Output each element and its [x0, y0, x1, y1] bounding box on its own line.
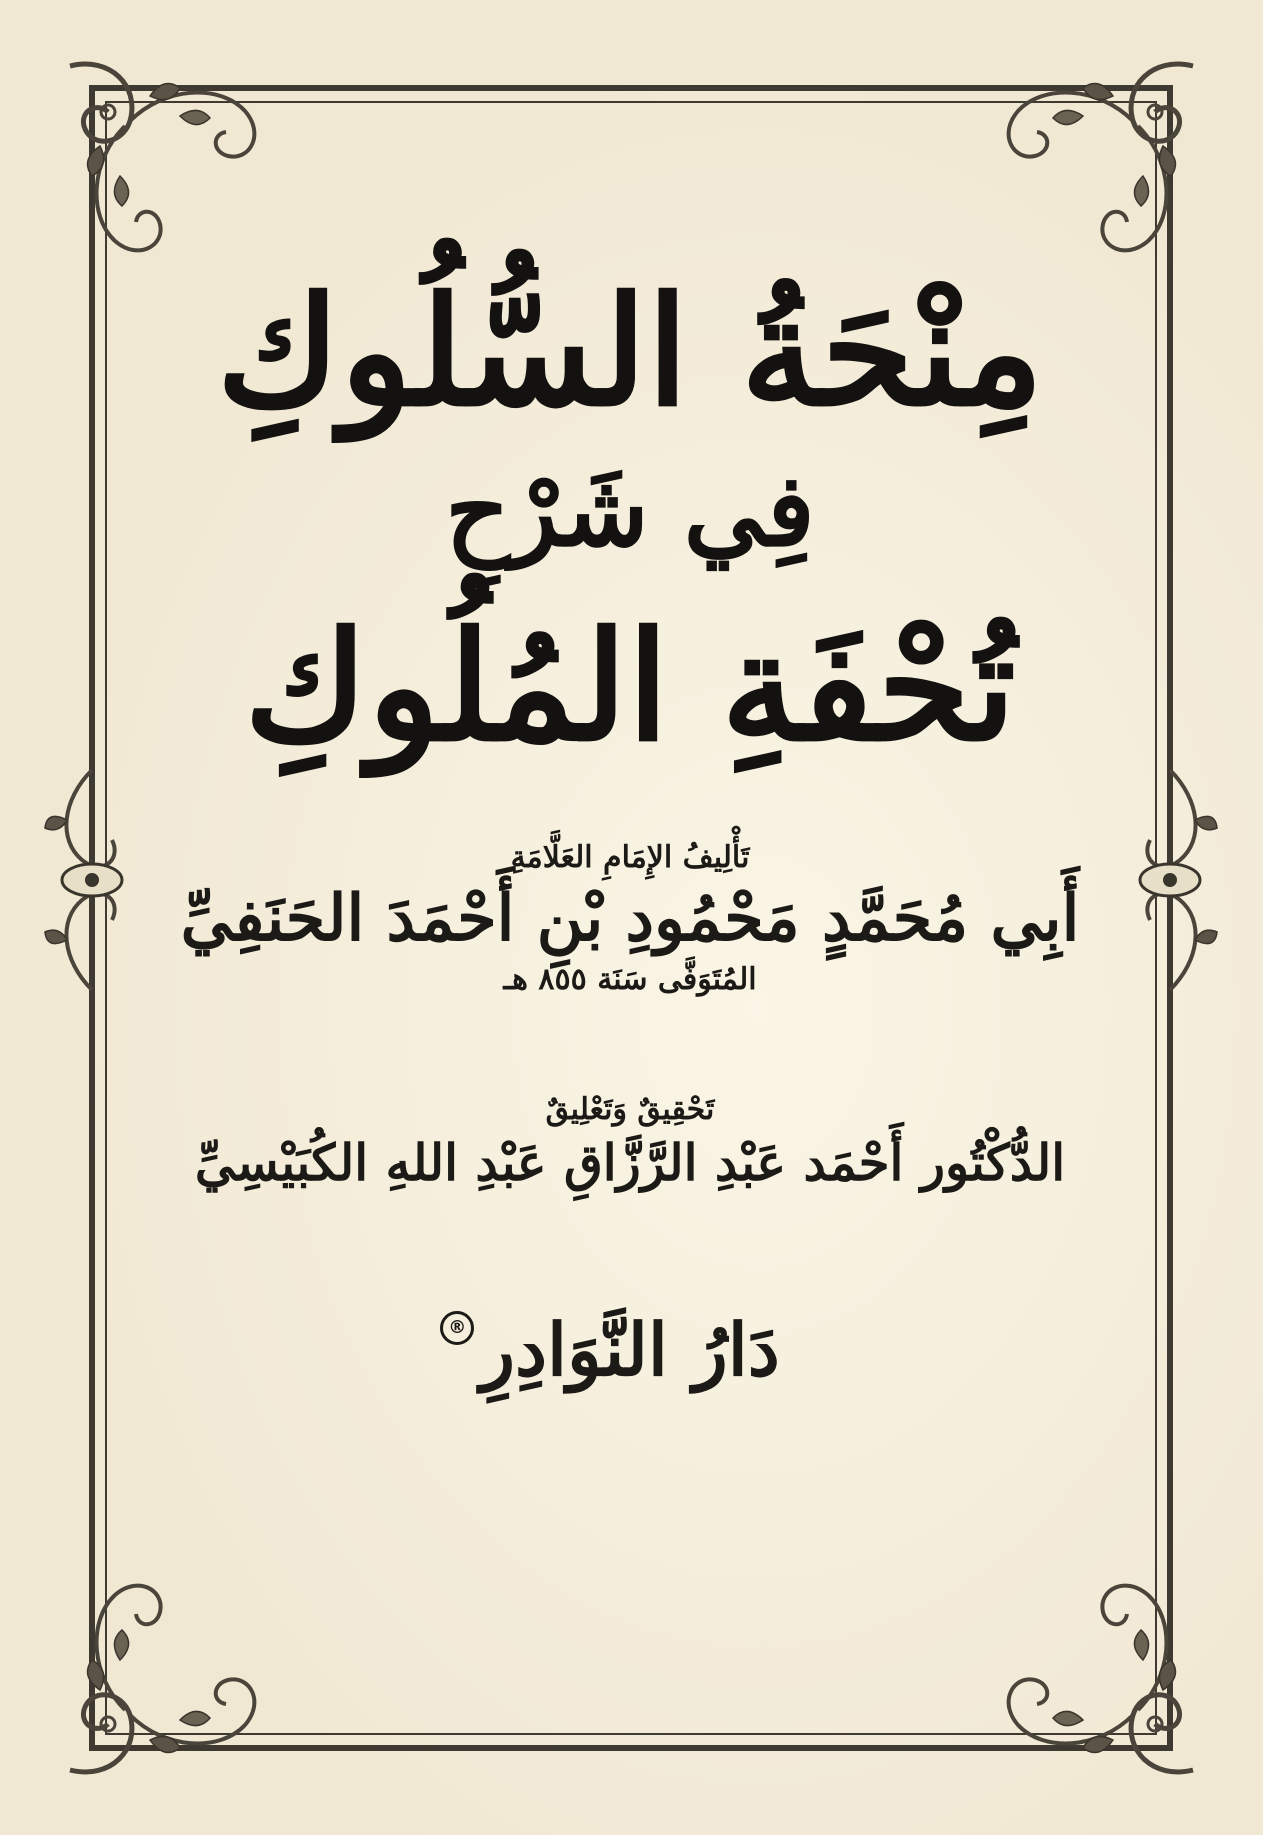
book-title-line-3: تُحْفَةِ المُلُوكِ	[244, 599, 1016, 775]
publisher-name: دَارُ النَّوَادِرِ	[480, 1307, 780, 1392]
corner-ornament-icon	[70, 64, 254, 250]
author-caption: تَأْلِيفُ الإِمَامِ العَلَّامَةِ	[510, 840, 750, 875]
author-death-year: المُتَوَفَّى سَنَة ٨٥٥ هـ	[503, 962, 757, 997]
author-name: أَبِي مُحَمَّدٍ مَحْمُودِ بْنِ أَحْمَدَ الحَنَفِيِّ	[180, 881, 1080, 956]
editor-caption: تَحْقِيقٌ وَتَعْلِيقٌ	[545, 1092, 715, 1127]
book-title-line-1: مِنْحَةُ السُّلُوكِ	[216, 264, 1044, 440]
side-ornament-icon	[1140, 770, 1217, 990]
publisher-block	[448, 1307, 780, 1392]
registered-mark-icon: ®	[440, 1311, 474, 1345]
side-ornament-icon	[45, 770, 122, 990]
editor-name: الدُّكْتُور أَحْمَد عَبْدِ الرَّزَّاقِ عَبْدِ اللهِ الكُبَيْسِيِّ	[194, 1133, 1066, 1192]
corner-ornament-icon	[1009, 64, 1193, 250]
title-page-content	[150, 230, 1110, 1770]
book-title-line-2: فِي شَرْحِ	[445, 451, 815, 569]
